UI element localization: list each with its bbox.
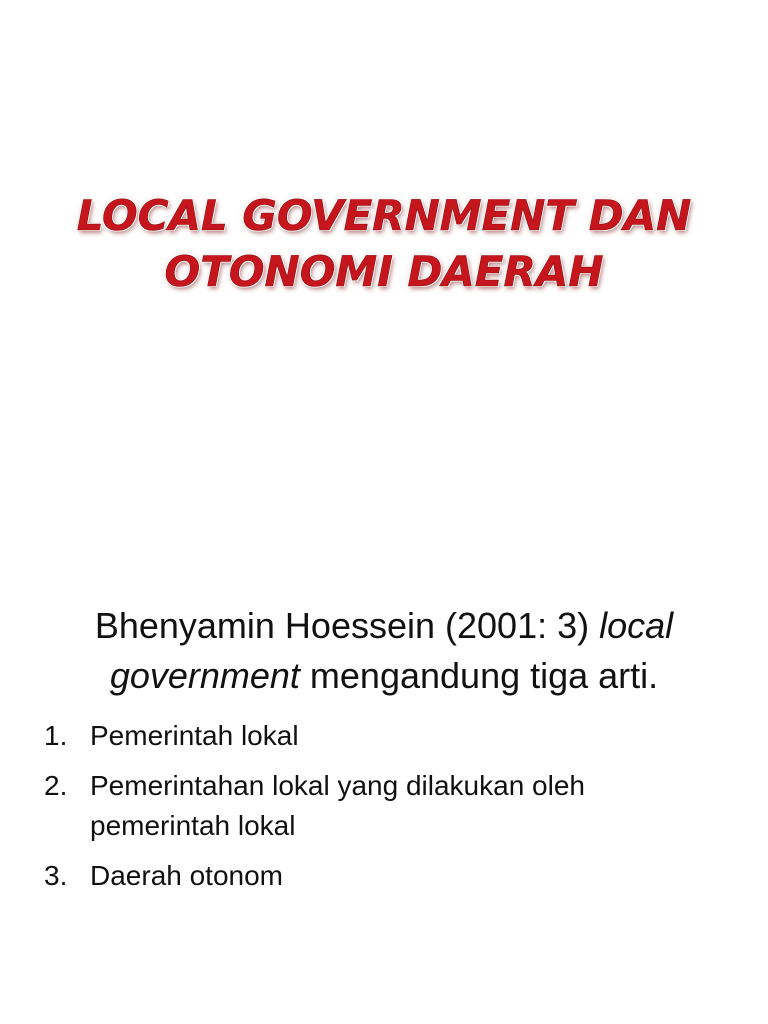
meaning-list (44, 716, 724, 906)
slide-subtitle (40, 601, 728, 701)
list-item-number: 2. (44, 770, 68, 801)
subtitle-line-2 (40, 651, 728, 701)
list-item (44, 856, 724, 896)
subtitle-italic-term-part1: local (599, 605, 674, 646)
title-line-2: OTONOMI DAERAH (164, 247, 604, 296)
list-item-text: Daerah otonom (90, 860, 284, 891)
slide-title (0, 188, 768, 300)
list-item-number: 3. (44, 860, 68, 891)
list-item (44, 766, 724, 846)
list-item (44, 716, 724, 756)
subtitle-line-1 (40, 601, 728, 651)
subtitle-author-citation: Bhenyamin Hoessein (2001: 3) (94, 605, 600, 646)
subtitle-italic-term-part2: government (109, 655, 300, 696)
list-item-text: Pemerintah lokal (90, 720, 299, 751)
list-item-text: Pemerintahan lokal yang dilakukan oleh pemerintah lokal (90, 770, 585, 841)
subtitle-description: mengandung tiga arti. (299, 655, 659, 696)
title-line-1: LOCAL GOVERNMENT DAN (76, 191, 692, 240)
list-item-number: 1. (44, 720, 68, 751)
